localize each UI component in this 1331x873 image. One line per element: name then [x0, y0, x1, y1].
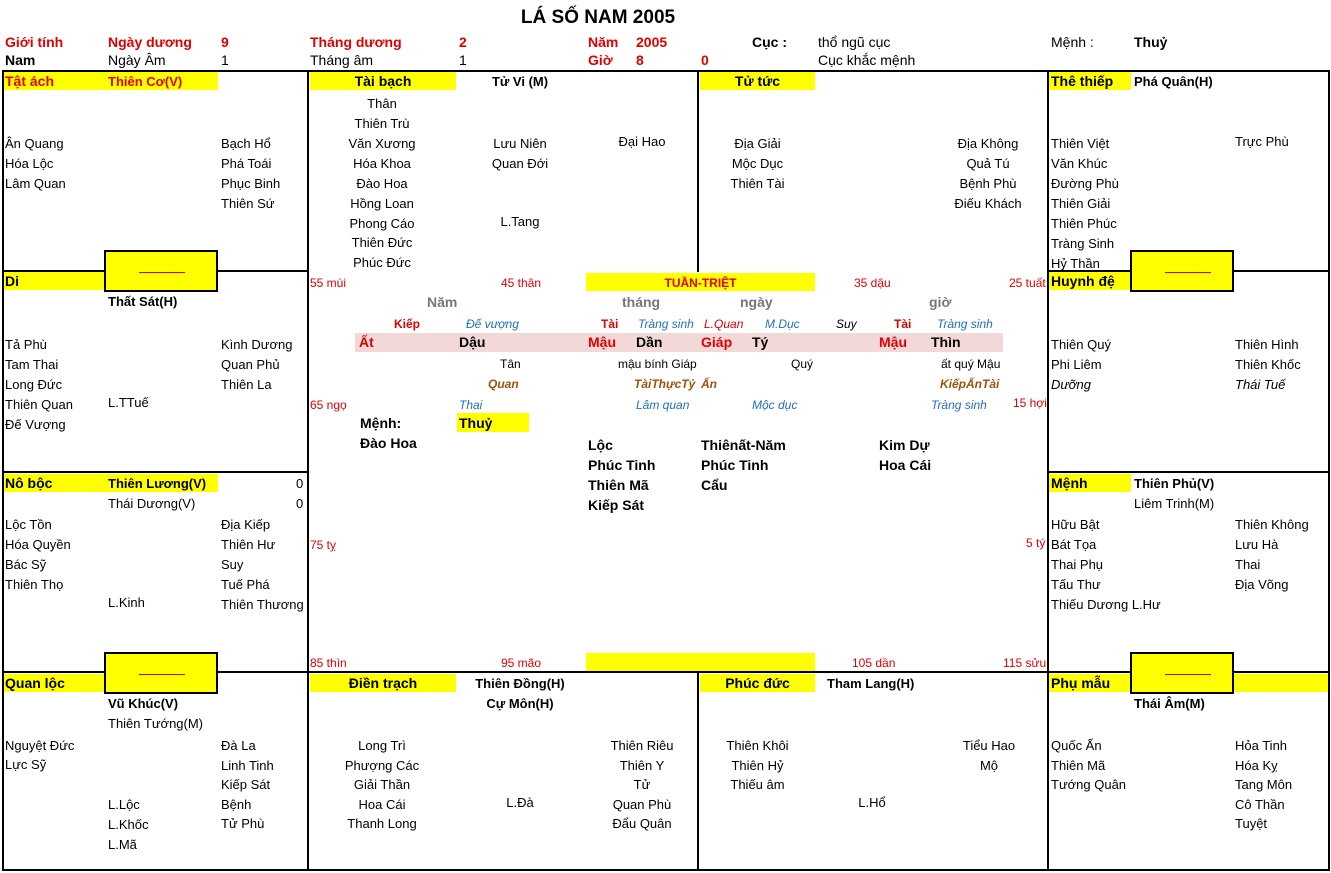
star-list-right: Kình Dương Quan Phủ Thiên La [221, 337, 293, 392]
hidden-gods: Ấn [701, 377, 717, 391]
star-list-left: Thiên Quý Phi Liêm Dưỡng [1051, 337, 1111, 392]
corner-box [104, 652, 218, 694]
star-list-mid: L.Lộc L.Khốc L.Mã [108, 797, 149, 852]
star-list-right: Hỏa Tinh Hóa Kỵ Tang Môn Cô Thần Tuyệt [1235, 738, 1293, 832]
star-mid: L.Đà [506, 795, 534, 810]
age-marker: 55 mùi [310, 276, 347, 290]
star-list-col3: Đại Hao [618, 134, 666, 149]
age-marker: 25 tuất [1009, 276, 1046, 290]
number-2: 0 [296, 496, 304, 511]
ngay-am-label: Ngày Âm [108, 52, 166, 68]
tuan-triet: TUẦN-TRIỆT [664, 276, 737, 290]
thang-am-label: Tháng âm [310, 52, 374, 68]
pillar-head-thang: tháng [622, 294, 661, 310]
star-list-col1: Thân Thiên Trù Văn Xương Hóa Khoa Đào Hoa Hồng Loan Phong Cáo Thiên Đức Phúc Đức [348, 96, 416, 270]
nam-label: Năm [588, 34, 619, 50]
hidden-stems: Quý [791, 357, 814, 371]
hidden-stems: ất quý Mậu [941, 357, 1001, 371]
can-gio: Mậu [879, 334, 907, 350]
main-star: Thiên Phủ(V) [1134, 476, 1215, 491]
stage: Mộc dục [752, 398, 798, 412]
star-mid: L.Hổ [858, 795, 886, 810]
page-title: LÁ SỐ NAM 2005 [520, 7, 676, 28]
age-marker: 85 thìn [310, 656, 347, 670]
ten-god: Kiếp [394, 317, 421, 331]
palace-name-tai-bach: Tài bạch [354, 73, 412, 89]
grid-line [697, 70, 699, 272]
age-marker: 115 sửu [1003, 656, 1047, 670]
special-star-list: Thiênất-Năm Phúc Tinh Cẩu [701, 437, 786, 493]
nam-value: 2005 [636, 34, 668, 50]
star-list-col2: Lưu Niên Quan Đới [491, 136, 549, 171]
star-list-right: Địa Không Quả Tú Bệnh Phù Điếu Khách [954, 136, 1022, 211]
grid-line [1328, 70, 1330, 871]
star-list-right: Đà La Linh Tinh Kiếp Sát Bệnh Tử Phù [221, 738, 274, 832]
grid-line [2, 471, 309, 473]
star-list-left: Lộc Tồn Hóa Quyền Bác Sỹ Thiên Thọ [5, 517, 71, 592]
stage: Tràng sinh [931, 398, 987, 412]
corner-box [104, 250, 218, 292]
chi-nam: Dậu [459, 334, 486, 350]
pillar-head-gio: giờ [929, 294, 952, 310]
age-marker: 45 thân [501, 276, 542, 290]
main-star: Vũ Khúc(V) [108, 696, 179, 711]
gio-label: Giờ [588, 52, 613, 68]
hidden-gods: Quan [488, 377, 519, 391]
stage: Thai [459, 398, 483, 412]
pillar-head-ngay: ngày [740, 294, 773, 310]
thang-duong-value: 2 [459, 34, 467, 50]
age-marker: 95 mão [501, 656, 542, 670]
main-star: Thất Sát(H) [108, 294, 178, 309]
life-stage: Tràng sinh [638, 317, 694, 331]
hidden-gods: KiếpẤnTài [940, 377, 1000, 391]
palace-name-di: Di [5, 273, 19, 289]
life-stage: Đế vượng [466, 317, 519, 331]
stage: Lâm quan [636, 398, 690, 412]
star-list-right: Bạch Hổ Phá Toái Phục Binh Thiên Sứ [221, 136, 281, 211]
palace-name-phuc-duc: Phúc đức [725, 675, 790, 691]
corner-box [1130, 652, 1234, 694]
special-star-list: Lộc Phúc Tinh Thiên Mã Kiếp Sát [588, 437, 656, 513]
main-star-2: Thiên Tướng(M) [108, 716, 204, 731]
life-stage: Tràng sinh [937, 317, 993, 331]
menh-label: Mệnh : [1051, 34, 1094, 50]
can-ngay: Giáp [701, 334, 733, 350]
palace-name-quan-loc: Quan lộc [5, 675, 65, 691]
cuc-value: thổ ngũ cục [818, 34, 891, 50]
life-stage: M.Dục [765, 317, 800, 331]
grid-line [1047, 70, 1049, 871]
star-list-left: Tả Phù Tam Thai Long Đức Thiên Quan Đế Vượng [5, 337, 73, 432]
chi-gio: Thìn [931, 334, 961, 350]
age-marker: 65 ngọ [310, 398, 347, 412]
chi-ngay: Tý [752, 334, 769, 350]
hidden-stems: mậu bính Giáp [618, 357, 697, 371]
hidden-gods: TàiThựcTỷ [634, 377, 696, 391]
life-stage: Suy [836, 317, 857, 331]
pillar-head-nam: Năm [427, 294, 458, 310]
star-list-left: Ân Quang Hóa Lộc Lâm Quan [5, 136, 66, 191]
star-mid: L.TTuế [108, 395, 149, 410]
age-marker: 5 tý [1026, 536, 1046, 550]
star-list-left: Quốc Ấn Thiên Mã Tướng Quân [1051, 738, 1127, 793]
grid-line [307, 70, 309, 871]
menh-value: Thuỷ [1134, 34, 1168, 50]
gioi-tinh-value: Nam [5, 52, 36, 68]
thang-duong-label: Tháng dương [310, 34, 402, 50]
star-list-left: Thiên Khôi Thiên Hỷ Thiếu âm [726, 738, 789, 793]
corner-box [1130, 250, 1234, 292]
main-star-2: Thái Dương(V) [108, 496, 196, 511]
star-list-left: Thiên Việt Văn Khúc Đường Phù Thiên Giải Thiên Phúc Tràng Sinh Hỷ Thần [1051, 136, 1119, 271]
main-star-2: Liêm Trinh(M) [1134, 496, 1215, 511]
star-mid: L.Kinh [108, 595, 145, 610]
gio-value: 8 [636, 52, 644, 68]
age-marker: 75 tỵ [310, 538, 337, 552]
chi-thang: Dần [636, 334, 663, 350]
gio-value-2: 0 [701, 52, 709, 68]
palace-name-tu-tuc: Tử tức [734, 73, 781, 89]
grid-line [1047, 471, 1330, 473]
grid-line [2, 869, 1330, 871]
number-1: 0 [296, 476, 304, 491]
center-bottom-bg [586, 653, 815, 671]
star-list-left: Nguyệt Đức Lực Sỹ [5, 738, 75, 772]
main-star: Tham Lang(H) [827, 676, 915, 691]
can-nam: Ất [359, 334, 374, 350]
gioi-tinh-label: Giới tính [5, 34, 64, 50]
palace-name-no-boc: Nô bộc [5, 475, 53, 491]
age-marker: 35 dậu [854, 276, 891, 290]
grid-line [697, 671, 699, 871]
palace-name-phu-mau: Phụ mẫu [1051, 675, 1111, 691]
star-list-right: Trực Phù [1235, 134, 1289, 149]
cuc-label: Cục : [752, 34, 787, 50]
main-star: Thái Âm(M) [1134, 696, 1205, 711]
star-list-right: Thiên Không Lưu Hà Thai Địa Võng [1235, 517, 1309, 592]
grid-line [2, 70, 1330, 72]
palace-name-the-thiep: Thê thiếp [1051, 73, 1114, 89]
center-menh-value: Thuỷ [459, 415, 493, 431]
star-list-left: Địa Giải Mộc Dục Thiên Tài [730, 136, 785, 191]
star-list-col3: Thiên Riêu Thiên Y Tử Quan Phù Đẩu Quân [610, 738, 674, 832]
ngay-duong-label: Ngày dương [108, 34, 192, 50]
can-thang: Mậu [588, 334, 616, 350]
palace-name-huynh-de: Huynh đệ [1051, 273, 1115, 289]
main-star: Thiên Đồng(H) [475, 676, 565, 691]
ten-god: Tài [601, 317, 619, 331]
hidden-stems: Tân [500, 357, 521, 371]
star-list-left: Hữu Bật Bát Tọa Thai Phụ Tấu Thư Thiếu Dương L.Hư [1051, 517, 1161, 612]
center-menh-label: Mệnh: [360, 415, 402, 431]
thang-am-value: 1 [459, 52, 467, 68]
age-marker: 105 dần [852, 656, 896, 670]
palace-name-tat-ach: Tật ách [5, 73, 55, 89]
star-list-right: Thiên Hình Thiên Khốc Thái Tuế [1235, 337, 1301, 392]
special-star-list: Kim Dự Hoa Cái [879, 437, 932, 473]
main-star-2: Cự Môn(H) [486, 696, 554, 711]
palace-name-dien-trach: Điền trạch [348, 675, 418, 691]
grid-line [2, 70, 4, 871]
star-list-right: Địa Kiếp Thiên Hư Suy Tuế Phá Thiên Thương [221, 517, 304, 612]
star-list-col1: Long Trì Phượng Các Giải Thần Hoa Cái Thanh Long [344, 738, 420, 832]
main-star: Phá Quân(H) [1134, 74, 1213, 89]
ten-god: Tài [894, 317, 912, 331]
ngay-am-value: 1 [221, 52, 229, 68]
main-star: Thiên Cơ(V) [108, 74, 183, 89]
star-list-right: Tiểu Hao Mộ [962, 738, 1016, 773]
main-star: Tử Vi (M) [491, 74, 549, 89]
palace-name-menh: Mệnh [1051, 475, 1088, 491]
cuc-khac-menh: Cục khắc mệnh [818, 52, 916, 68]
age-marker: 15 hợi [1013, 396, 1047, 410]
star-extra: L.Tang [500, 214, 540, 229]
life-stage: L.Quan [704, 317, 744, 331]
main-star: Thiên Lương(V) [108, 476, 207, 491]
special-star: Đào Hoa [360, 435, 417, 451]
ngay-duong-value: 9 [221, 34, 229, 50]
